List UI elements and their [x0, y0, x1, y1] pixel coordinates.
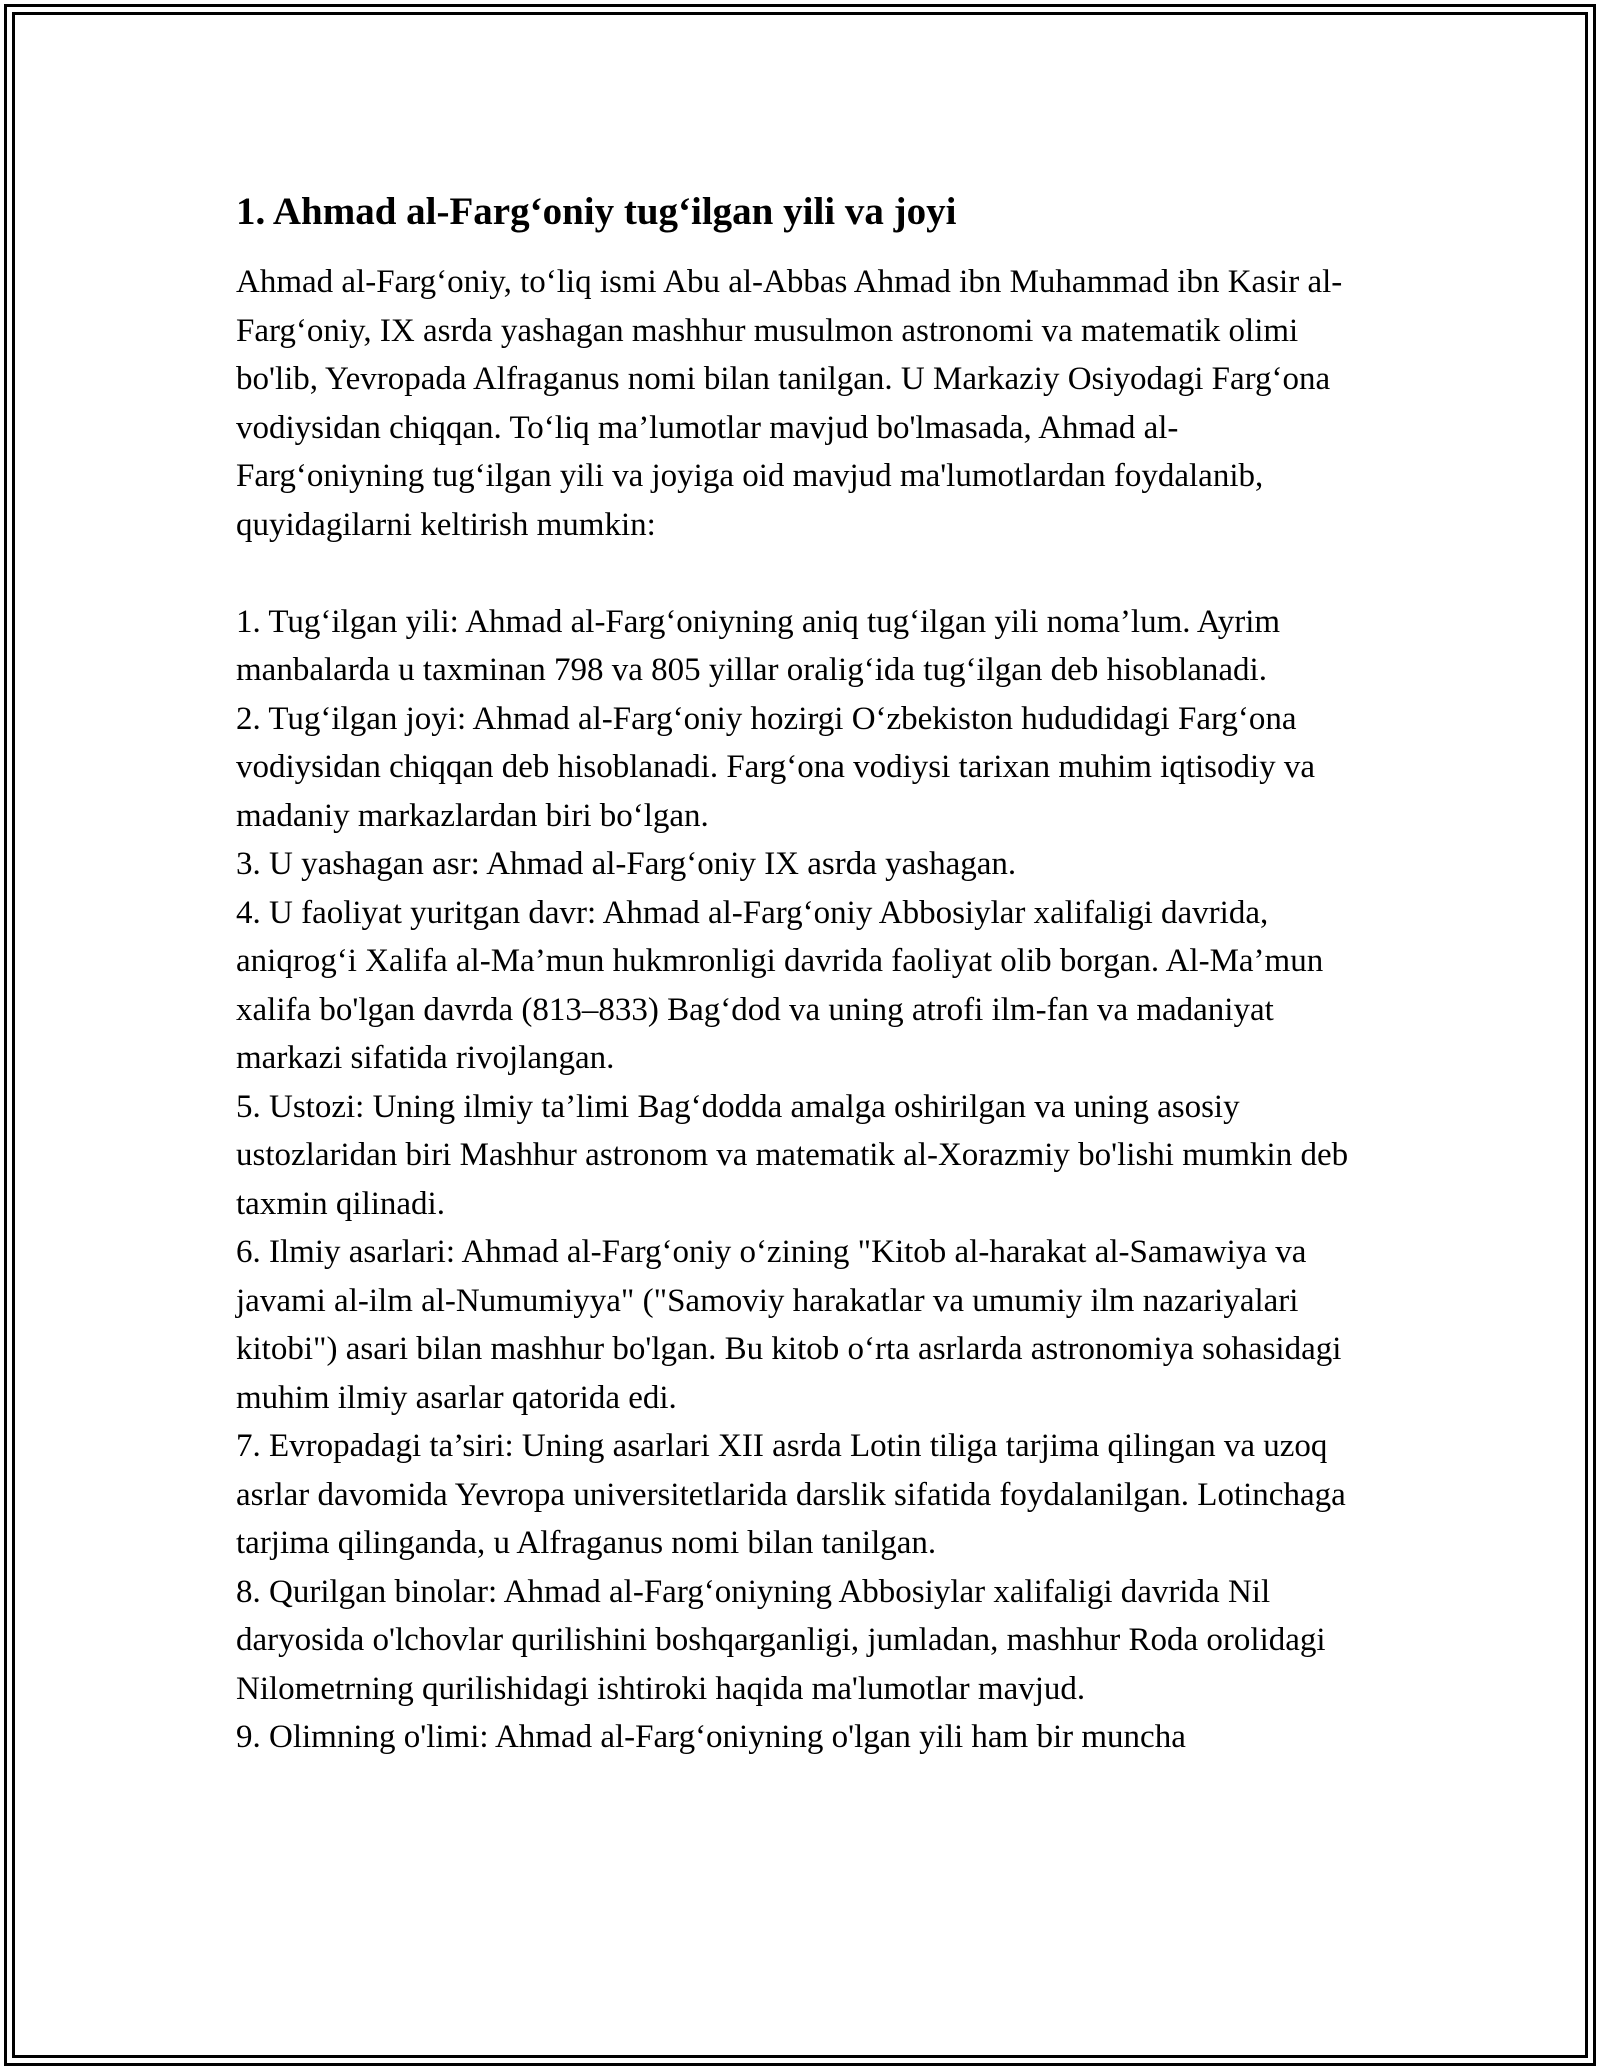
list-item: 6. Ilmiy asarlari: Ahmad al-Farg‘oniy o‘zining "Kitob al-harakat al-Samawiya va javami al-ilm al-Numumiyya" ("Samoviy harakatlar va umumiy ilm nazariyalari kitobi") asari bilan mashhur bo'lgan. Bu kitob o‘rta asrlarda astronomiya sohasidagi muhim ilmiy asarlar qatorida edi.: [236, 1234, 1342, 1416]
list-item: 3. U yashagan asr: Ahmad al-Farg‘oniy IX asrda yashagan.: [236, 846, 1017, 882]
intro-paragraph: Ahmad al-Farg‘oniy, to‘liq ismi Abu al-Abbas Ahmad ibn Muhammad ibn Kasir al-Farg‘oniy, IX asrda yashagan mashhur musulmon astronomi va matematik olimi bo'lib, Yevropada Alfraganus nomi bilan tanilgan. U Markaziy Osiyodagi Farg‘ona vodiysidan chiqqan. To‘liq ma’lumotlar mavjud bo'lmasada, Ahmad al-Farg‘oniyning tug‘ilgan yili va joyiga oid mavjud ma'lumotlardan foydalanib, quyidagilarni keltirish mumkin:: [236, 264, 1343, 543]
list-item: 2. Tug‘ilgan joyi: Ahmad al-Farg‘oniy hozirgi O‘zbekiston hududidagi Farg‘ona vodiysidan chiqqan deb hisoblanadi. Farg‘ona vodiysi tarixan muhim iqtisodiy va madaniy markazlardan biri bo‘lgan.: [236, 700, 1316, 834]
list-item: 4. U faoliyat yuritgan davr: Ahmad al-Farg‘oniy Abbosiylar xalifaligi davrida, aniqrog‘i Xalifa al-Ma’mun hukmronligi davrida faoliyat olib borgan. Al-Ma’mun xalifa bo'lgan davrda (813–833) Bag‘dod va uning atrofi ilm-fan va madaniyat markazi sifatida rivojlangan.: [236, 894, 1324, 1076]
list-item: 9. Olimning o'limi: Ahmad al-Farg‘oniyning o'lgan yili ham bir muncha: [236, 1719, 1186, 1755]
list-item: 1. Tug‘ilgan yili: Ahmad al-Farg‘oniyning aniq tug‘ilgan yili noma’lum. Ayrim manbalarda u taxminan 798 va 805 yillar oralig‘ida tug‘ilgan deb hisoblanadi.: [236, 603, 1281, 688]
section-heading: 1. Ahmad al-Farg‘oniy tug‘ilgan yili va joyi: [236, 190, 957, 233]
paragraph-spacer: [236, 549, 1366, 598]
list-item: 5. Ustozi: Uning ilmiy ta’limi Bag‘dodda amalga oshirilgan va uning asosiy ustozlaridan biri Mashhur astronom va matematik al-Xorazmiy bo'lishi mumkin deb taxmin qilinadi.: [236, 1088, 1349, 1222]
list-item: 8. Qurilgan binolar: Ahmad al-Farg‘oniyning Abbosiylar xalifaligi davrida Nil daryosida o'lchovlar qurilishini boshqarganligi, jumladan, mashhur Roda orolidagi Nilometrning qurilishidagi ishtiroki haqida ma'lumotlar mavjud.: [236, 1573, 1326, 1707]
fact-list: [236, 598, 1366, 1762]
document-body: [236, 186, 1366, 1762]
list-item: 7. Evropadagi ta’siri: Uning asarlari XII asrda Lotin tiliga tarjima qilingan va uzoq asrlar davomida Yevropa universitetlarida darslik sifatida foydalanilgan. Lotinchaga tarjima qilinganda, u Alfraganus nomi bilan tanilgan.: [236, 1428, 1346, 1561]
